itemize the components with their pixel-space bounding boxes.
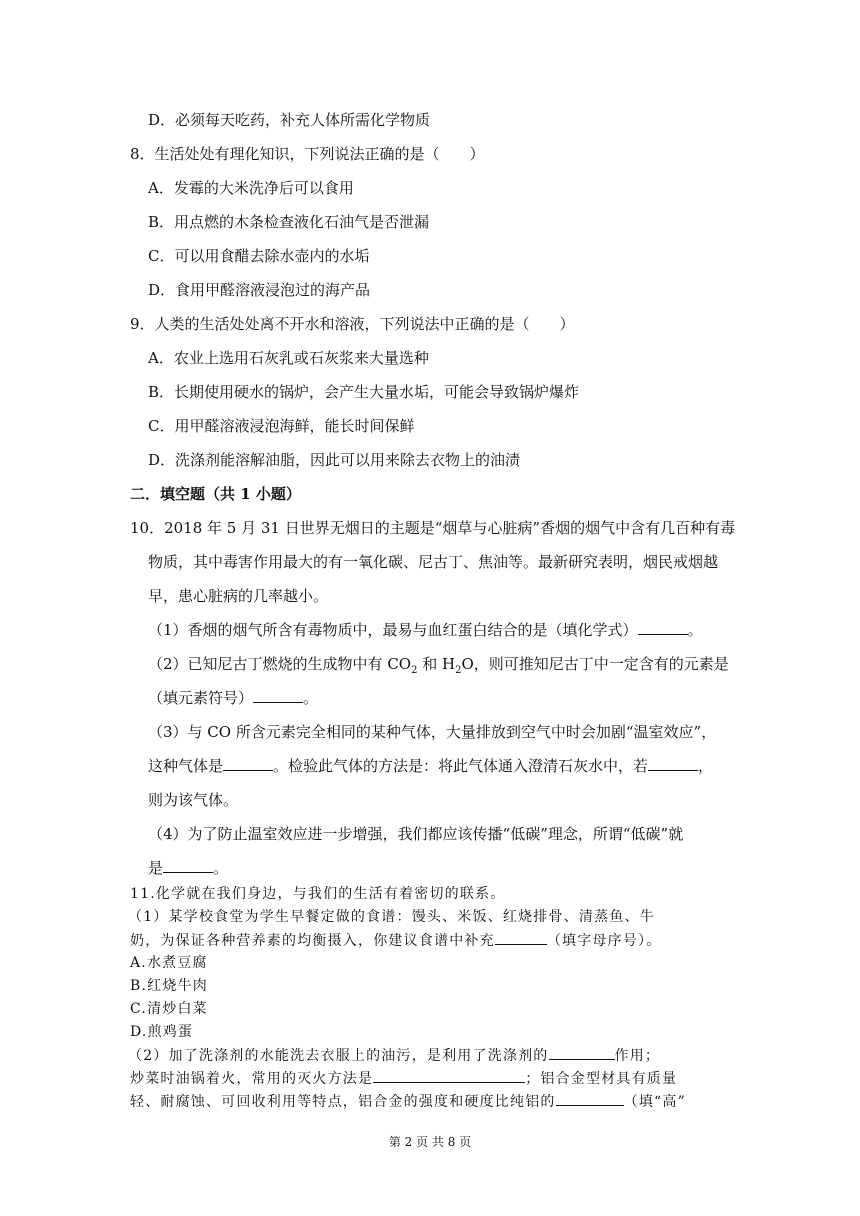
- q8-option-b: B．用点燃的木条检查液化石油气是否泄漏: [148, 213, 430, 231]
- answer-blank[interactable]: [495, 930, 547, 945]
- q10-part3-line3: 则为该气体。: [148, 791, 239, 809]
- q10-stem-line3: 早，患心脏病的几率越小。: [148, 587, 329, 605]
- q10-part4-line1: （4）为了防止温室效应进一步增强，我们都应该传播“低碳”理念，所谓“低碳”就: [148, 825, 684, 843]
- q10-part2-end: 。: [303, 689, 319, 707]
- q11-part2-text-d: ；铝合金型材具有质量: [525, 1071, 678, 1087]
- page-footer: 第 2 页 共 8 页: [388, 1135, 472, 1149]
- q11-part2-text-a: （2）加了洗涤剂的水能洗去衣服上的油污，是利用了洗涤剂的: [128, 1048, 549, 1064]
- q11-option-c: C.清炒白菜: [130, 1001, 208, 1017]
- q9-option-b: B．长期使用硬水的锅炉，会产生大量水垢，可能会导致锅炉爆炸: [148, 383, 580, 401]
- answer-blank[interactable]: [549, 1045, 615, 1060]
- q11-part1-line2: [130, 930, 661, 951]
- q11-part2-line3: [130, 1091, 686, 1112]
- q8-option-d: D．食用甲醛溶液浸泡过的海产品: [148, 281, 371, 299]
- q10-part4-text-a: 是: [148, 859, 164, 877]
- q10-part3-line1: （3）与 CO 所含元素完全相同的某种气体，大量排放到空气中时会加剧“温室效应”，: [148, 723, 717, 741]
- q9-option-d: D．洗涤剂能溶解油脂，因此可以用来除去衣物上的油渍: [148, 451, 521, 469]
- q11-option-d: D.煎鸡蛋: [130, 1024, 194, 1040]
- q11-part2-line1: [128, 1045, 660, 1066]
- q11-part1-text-b: （填字母序号）。: [546, 933, 662, 949]
- q10-part1-text: （1）香烟的烟气所含有毒物质中，最易与血红蛋白结合的是（填化学式）: [148, 621, 638, 639]
- q10-stem-line2: 物质，其中毒害作用最大的有一氧化碳、尼古丁、焦油等。最新研究表明，烟民戒烟越: [148, 553, 719, 571]
- q10-part2-text-a: （2）已知尼古丁燃烧的生成物中有 CO: [148, 655, 412, 673]
- subscript: 2: [411, 665, 418, 676]
- q11-option-b: B.红烧牛肉: [130, 978, 208, 994]
- q7-option-d: D．必须每天吃药，补充人体所需化学物质: [148, 111, 431, 129]
- q9-stem: 9．人类的生活处处离不开水和溶液，下列说法中正确的是（ ）: [130, 315, 575, 333]
- answer-blank[interactable]: [556, 1091, 624, 1106]
- q10-part3-line2: [148, 756, 713, 776]
- answer-blank[interactable]: [373, 1068, 525, 1083]
- q9-option-c: C．用甲醛溶液浸泡海鲜，能长时间保鲜: [148, 417, 415, 435]
- q10-part3-text-c: ，: [698, 757, 714, 775]
- q11-part2-line2: [130, 1068, 677, 1089]
- q10-part2-line1: [148, 654, 729, 674]
- q10-part3-text-a: 这种气体是: [148, 757, 224, 775]
- subscript: 2: [455, 665, 462, 676]
- q8-stem: 8．生活处处有理化知识，下列说法正确的是（ ）: [130, 145, 485, 163]
- q11-stem: 11.化学就在我们身边，与我们的生活有着密切的联系。: [130, 886, 506, 902]
- q11-option-a: A.水煮豆腐: [130, 955, 208, 971]
- q10-part2-line2: [148, 688, 318, 708]
- q11-part2-text-e: 轻、耐腐蚀、可回收利用等特点，铝合金的强度和硬度比纯铝的: [130, 1094, 556, 1110]
- q10-part3-text-b: 。检验此气体的方法是：将此气体通入澄清石灰水中，若: [273, 757, 649, 775]
- q11-part1-text-a: 奶，为保证各种营养素的均衡摄入，你建议食谱中补充: [130, 933, 495, 949]
- q10-part2-text-b: 和 H: [417, 655, 456, 673]
- q11-part1-line1: （1）某学校食堂为学生早餐定做的食谱：馒头、米饭、红烧排骨、清蒸鱼、牛: [128, 909, 655, 925]
- q8-option-a: A．发霉的大米洗净后可以食用: [148, 179, 354, 197]
- q10-part1: [148, 620, 703, 640]
- q11-part2-text-c: 炒菜时油锅着火，常用的灭火方法是: [130, 1071, 374, 1087]
- q9-option-a: A．农业上选用石灰乳或石灰浆来大量选种: [148, 349, 429, 367]
- q8-option-c: C．可以用食醋去除水壶内的水垢: [148, 247, 370, 265]
- answer-blank[interactable]: [648, 756, 698, 771]
- q10-part4-line2: [148, 858, 228, 878]
- answer-blank[interactable]: [223, 756, 273, 771]
- answer-blank[interactable]: [638, 620, 688, 635]
- q10-stem-line1: 10．2018 年 5 月 31 日世界无烟日的主题是“烟草与心脏病”香烟的烟气中含有几百种有毒: [130, 519, 736, 537]
- q10-part2-text-d: （填元素符号）: [148, 689, 254, 707]
- q10-part4-text-b: 。: [213, 859, 229, 877]
- q11-part2-text-b: 作用；: [614, 1048, 661, 1064]
- q10-part1-end: 。: [687, 621, 703, 639]
- answer-blank[interactable]: [253, 688, 303, 703]
- q10-part2-text-c: O，则可推知尼古丁中一定含有的元素是: [461, 655, 729, 673]
- section-heading: 二．填空题（共 1 小题）: [130, 485, 301, 503]
- answer-blank[interactable]: [163, 858, 213, 873]
- q11-part2-text-f: （填“高”: [623, 1094, 686, 1110]
